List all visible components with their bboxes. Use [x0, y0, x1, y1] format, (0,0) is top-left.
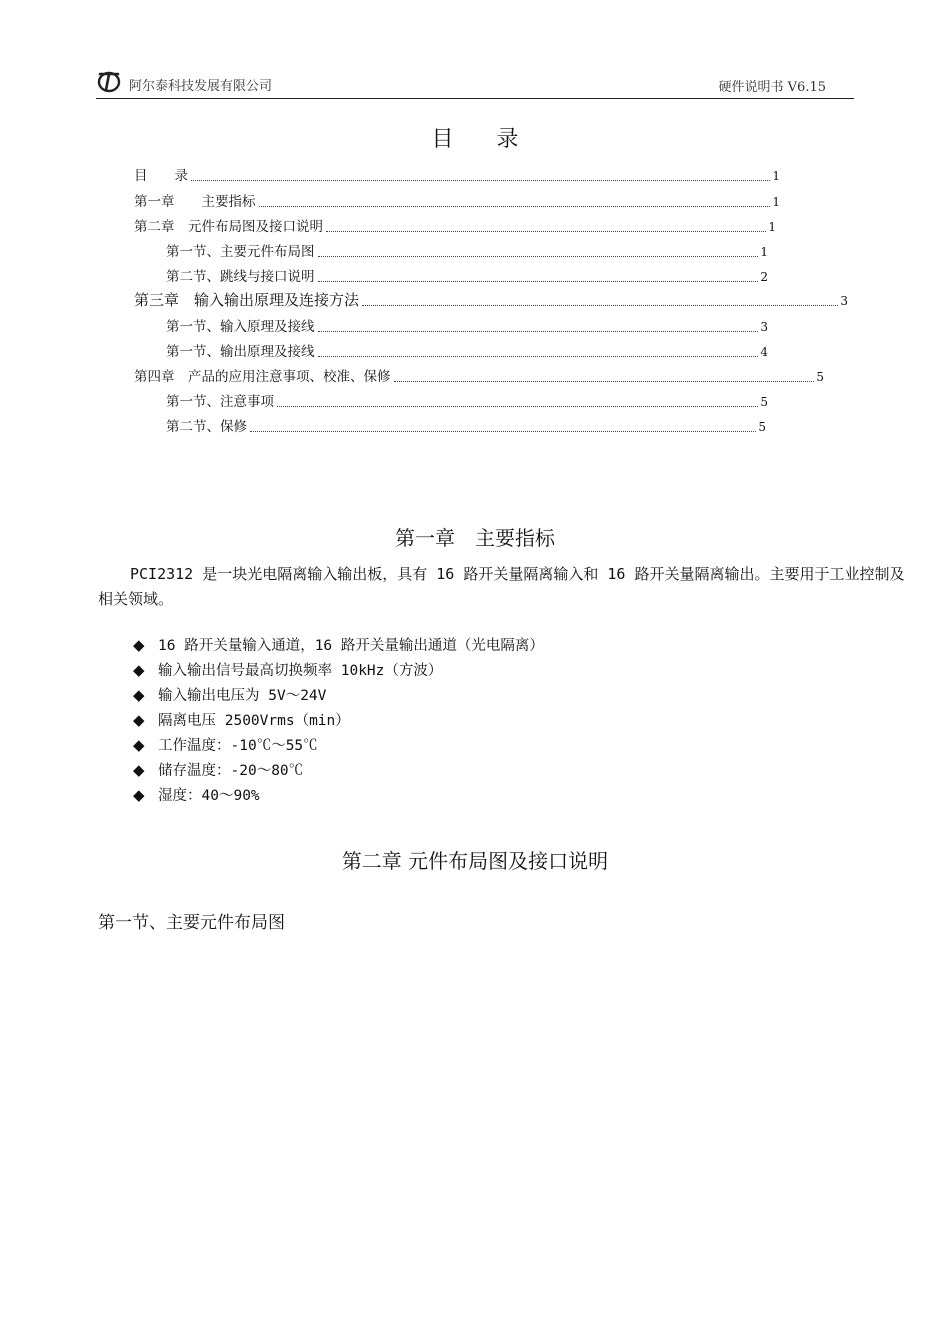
toc-leader [250, 431, 756, 432]
toc-item-label: 第一章 主要指标 [134, 194, 256, 210]
list-item-text: 工作温度：-10℃～55℃ [158, 738, 318, 754]
toc-leader [318, 331, 759, 332]
toc-item[interactable] [166, 265, 768, 285]
chapter-1-paragraph [98, 562, 910, 612]
toc-item-page: 5 [816, 370, 824, 384]
toc-item[interactable] [134, 289, 848, 309]
toc-item-label: 第二节、保修 [166, 419, 247, 435]
list-item-text: 湿度：40～90% [158, 788, 260, 804]
list-item [133, 657, 544, 682]
toc-item-label: 第三章 输入输出原理及连接方法 [134, 291, 360, 309]
toc-leader [394, 381, 815, 382]
toc-item[interactable] [166, 415, 766, 435]
list-item [133, 757, 544, 782]
toc-item-page: 1 [760, 245, 768, 259]
diamond-bullet-icon: ◆ [133, 660, 145, 679]
toc-item[interactable] [134, 365, 824, 385]
toc-item-page: 3 [760, 320, 768, 334]
toc-item[interactable] [166, 240, 768, 260]
chapter-1-title: 第一章 主要指标 [395, 526, 555, 550]
toc-leader [191, 180, 770, 181]
toc-leader [318, 356, 759, 357]
toc-item-label: 第一节、输出原理及接线 [166, 344, 315, 360]
toc-leader [318, 281, 759, 282]
diamond-bullet-icon: ◆ [133, 760, 145, 779]
diamond-bullet-icon: ◆ [133, 710, 145, 729]
toc-item-label: 第一节、注意事项 [166, 394, 274, 410]
toc-item[interactable] [166, 315, 768, 335]
toc-item-label: 目 录 [134, 168, 188, 184]
company-logo-icon [96, 68, 122, 94]
diamond-bullet-icon: ◆ [133, 735, 145, 754]
toc-item-page: 1 [772, 169, 780, 183]
chapter-1-paragraph-text: PCI2312 是一块光电隔离输入输出板，具有 16 路开关量隔离输入和 16 路开关量隔离输出。主要用于工业控制及相关领域。 [98, 565, 905, 608]
toc-item-label: 第二节、跳线与接口说明 [166, 269, 315, 285]
list-item-text: 16 路开关量输入通道，16 路开关量输出通道（光电隔离） [158, 638, 544, 654]
list-item-text: 输入输出电压为 5V～24V [158, 688, 327, 704]
toc-item-page: 1 [768, 220, 776, 234]
toc-leader [318, 256, 759, 257]
list-item [133, 707, 544, 732]
list-item [133, 782, 544, 807]
spec-list [133, 632, 544, 807]
diamond-bullet-icon: ◆ [133, 785, 145, 804]
list-item [133, 682, 544, 707]
toc-leader [362, 305, 838, 306]
list-item-text: 储存温度：-20～80℃ [158, 763, 304, 779]
toc-item[interactable] [166, 390, 768, 410]
toc-item-page: 5 [758, 420, 766, 434]
chapter-2-title: 第二章 元件布局图及接口说明 [341, 849, 609, 873]
list-item [133, 732, 544, 757]
toc-title: 目 录 [431, 127, 537, 152]
toc-item-label: 第一节、输入原理及接线 [166, 319, 315, 335]
list-item-text: 隔离电压 2500Vrms（min） [158, 713, 350, 729]
diamond-bullet-icon: ◆ [133, 685, 145, 704]
list-item [133, 632, 544, 657]
toc-item[interactable] [134, 164, 780, 184]
company-name: 阿尔泰科技发展有限公司 [129, 79, 273, 94]
toc-item-page: 1 [772, 195, 780, 209]
toc-item-page: 5 [760, 395, 768, 409]
toc-item[interactable] [166, 340, 768, 360]
document-version: 硬件说明书 V6.15 [718, 80, 826, 95]
toc-leader [326, 231, 766, 232]
toc-item-page: 4 [760, 345, 768, 359]
list-item-text: 输入输出信号最高切换频率 10kHz（方波） [158, 663, 443, 679]
chapter-2-section-1-title: 第一节、主要元件布局图 [98, 913, 285, 933]
toc-leader [259, 206, 771, 207]
diamond-bullet-icon: ◆ [133, 635, 145, 654]
toc-item-label: 第二章 元件布局图及接口说明 [134, 219, 323, 235]
toc-item[interactable] [134, 190, 780, 210]
toc-item[interactable] [134, 215, 776, 235]
toc-item-label: 第一节、主要元件布局图 [166, 244, 315, 260]
toc-item-page: 3 [840, 294, 848, 308]
toc-leader [277, 406, 758, 407]
toc-item-label: 第四章 产品的应用注意事项、校准、保修 [134, 369, 391, 385]
page-header [96, 66, 854, 99]
toc-item-page: 2 [760, 270, 768, 284]
